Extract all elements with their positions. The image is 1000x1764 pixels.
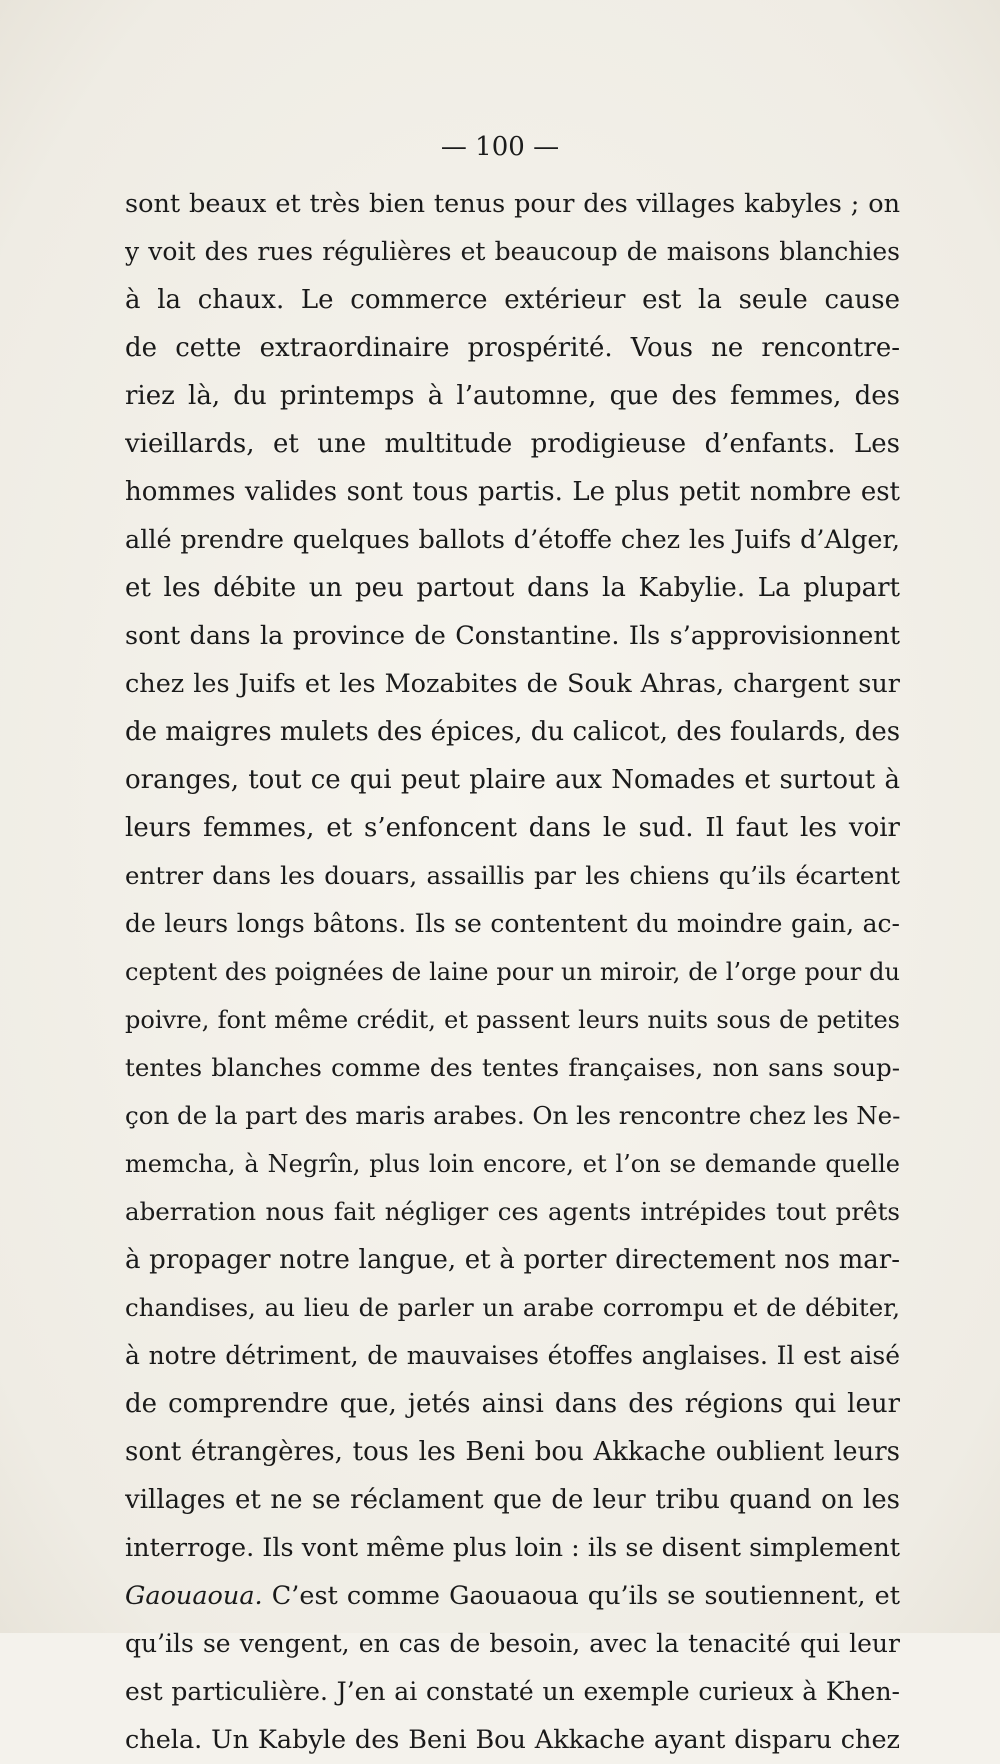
text-line: çon de la part des maris arabes. On les rencontre chez les Ne- <box>125 1101 900 1130</box>
text-line: interroge. Ils vont même plus loin : ils se disent simplement <box>125 1533 900 1563</box>
text-line: est particulière. J’en ai constaté un exemple curieux à Khen- <box>125 1677 900 1706</box>
italic-word: Gaouaoua. <box>125 1581 263 1611</box>
text-line: sont beaux et très bien tenus pour des villages kabyles ; on <box>125 189 900 219</box>
text-line: hommes valides sont tous partis. Le plus petit nombre est <box>125 477 900 507</box>
text-line: de cette extraordinaire prospérité. Vous ne rencontre- <box>125 333 900 363</box>
text-line: poivre, font même crédit, et passent leurs nuits sous de petites <box>125 1006 900 1034</box>
text-line: à la chaux. Le commerce extérieur est la seule cause <box>125 285 900 315</box>
text-line: de comprendre que, jetés ainsi dans des régions qui leur <box>125 1389 900 1419</box>
text-line: de leurs longs bâtons. Ils se contentent du moindre gain, ac- <box>125 909 900 938</box>
text-line: chandises, au lieu de parler un arabe corrompu et de débiter, <box>125 1293 900 1322</box>
text-line: memcha, à Negrîn, plus loin encore, et l’on se demande quelle <box>125 1150 900 1178</box>
text-line: à notre détriment, de mauvaises étoffes anglaises. Il est aisé <box>125 1341 900 1370</box>
text-line: qu’ils se vengent, en cas de besoin, avec la tenacité qui leur <box>125 1629 900 1658</box>
text-line: allé prendre quelques ballots d’étoffe chez les Juifs d’Alger, <box>125 525 900 555</box>
text-line: chela. Un Kabyle des Beni Bou Akkache ayant disparu chez <box>125 1725 900 1755</box>
body-text <box>125 180 900 1764</box>
text-line: villages et ne se réclament que de leur tribu quand on les <box>125 1485 900 1515</box>
text-line: oranges, tout ce qui peut plaire aux Nomades et surtout à <box>125 765 900 795</box>
text-line: leurs femmes, et s’enfoncent dans le sud. Il faut les voir <box>125 813 900 843</box>
text-line: sont étrangères, tous les Beni bou Akkache oublient leurs <box>125 1437 900 1467</box>
text-line: vieillards, et une multitude prodigieuse d’enfants. Les <box>125 429 900 459</box>
text-line: et les débite un peu partout dans la Kabylie. La plupart <box>125 573 900 603</box>
text-line: aberration nous fait négliger ces agents intrépides tout prêts <box>125 1197 900 1226</box>
text-line: riez là, du printemps à l’automne, que des femmes, des <box>125 381 900 411</box>
line-rest: C’est comme Gaouaoua qu’ils se soutiennent, et <box>262 1581 900 1611</box>
text-line: à propager notre langue, et à porter directement nos mar- <box>125 1245 900 1275</box>
text-line: entrer dans les douars, assaillis par les chiens qu’ils écartent <box>125 861 900 890</box>
page-number: — 100 — <box>440 132 560 162</box>
text-line: chez les Juifs et les Mozabites de Souk Ahras, chargent sur <box>125 669 900 699</box>
text-line-italic <box>125 1572 900 1620</box>
text-line: sont dans la province de Constantine. Ils s’approvisionnent <box>125 621 900 651</box>
text-line: ceptent des poignées de laine pour un miroir, de l’orge pour du <box>125 958 900 986</box>
text-line: tentes blanches comme des tentes françaises, non sans soup- <box>125 1053 900 1082</box>
text-line: y voit des rues régulières et beaucoup de maisons blanchies <box>125 237 900 266</box>
text-line: de maigres mulets des épices, du calicot, des foulards, des <box>125 717 900 747</box>
